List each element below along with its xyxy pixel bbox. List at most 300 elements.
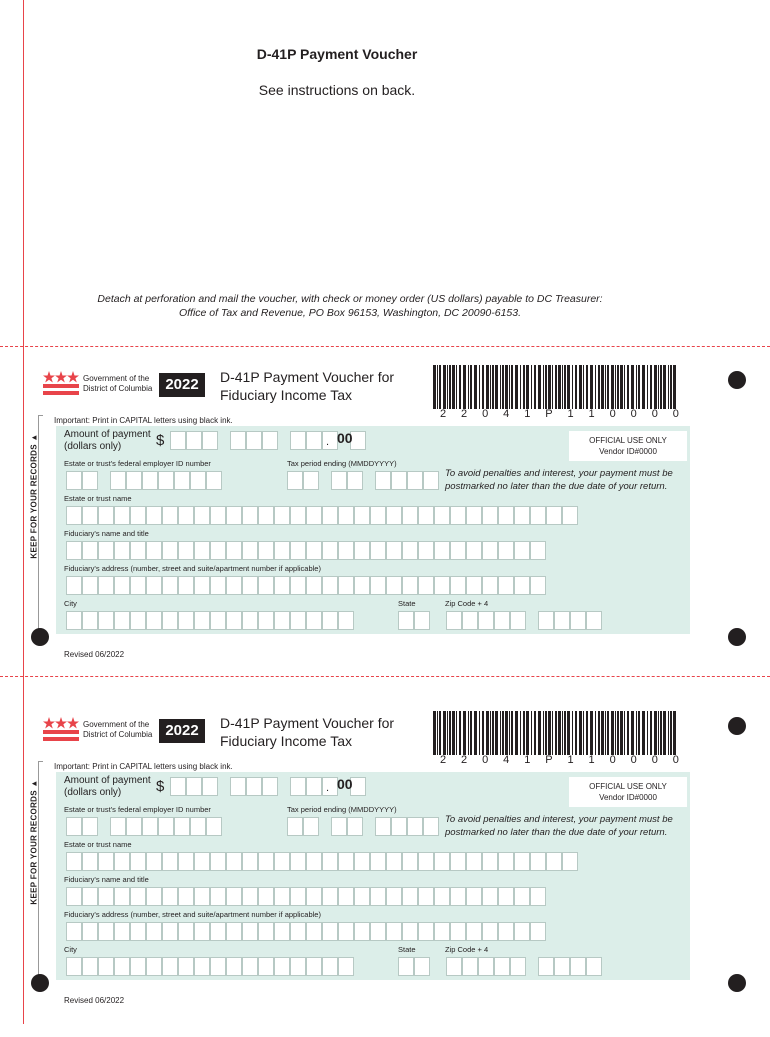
character-box[interactable] <box>162 887 178 906</box>
character-box[interactable] <box>142 471 158 490</box>
character-box[interactable] <box>146 611 162 630</box>
character-box[interactable] <box>287 471 303 490</box>
character-box[interactable] <box>162 576 178 595</box>
character-box[interactable] <box>354 922 370 941</box>
character-box[interactable] <box>194 576 210 595</box>
character-box[interactable] <box>226 611 242 630</box>
character-box[interactable] <box>290 431 306 450</box>
character-box[interactable] <box>402 506 418 525</box>
character-box[interactable] <box>146 506 162 525</box>
fein-input[interactable] <box>66 817 222 836</box>
character-box[interactable] <box>210 611 226 630</box>
character-box[interactable] <box>130 887 146 906</box>
character-box[interactable] <box>386 922 402 941</box>
character-box[interactable] <box>338 922 354 941</box>
character-box[interactable] <box>210 541 226 560</box>
character-box[interactable] <box>586 611 602 630</box>
character-box[interactable] <box>338 506 354 525</box>
character-box[interactable] <box>418 576 434 595</box>
character-box[interactable] <box>434 922 450 941</box>
character-box[interactable] <box>162 611 178 630</box>
character-box[interactable] <box>82 506 98 525</box>
character-box[interactable] <box>530 576 546 595</box>
character-box[interactable] <box>331 471 347 490</box>
character-box[interactable] <box>130 852 146 871</box>
character-box[interactable] <box>274 611 290 630</box>
character-box[interactable] <box>146 541 162 560</box>
character-box[interactable] <box>178 887 194 906</box>
character-box[interactable] <box>114 922 130 941</box>
character-box[interactable] <box>514 506 530 525</box>
character-box[interactable] <box>338 541 354 560</box>
character-box[interactable] <box>262 431 278 450</box>
character-box[interactable] <box>530 852 546 871</box>
character-box[interactable] <box>354 852 370 871</box>
character-box[interactable] <box>347 471 363 490</box>
character-box[interactable] <box>130 957 146 976</box>
character-box[interactable] <box>114 506 130 525</box>
character-box[interactable] <box>82 817 98 836</box>
character-box[interactable] <box>482 576 498 595</box>
character-box[interactable] <box>306 852 322 871</box>
character-box[interactable] <box>178 506 194 525</box>
character-box[interactable] <box>114 957 130 976</box>
character-box[interactable] <box>446 611 462 630</box>
character-box[interactable] <box>98 611 114 630</box>
character-box[interactable] <box>478 611 494 630</box>
character-box[interactable] <box>354 576 370 595</box>
character-box[interactable] <box>98 576 114 595</box>
character-box[interactable] <box>158 471 174 490</box>
character-box[interactable] <box>482 887 498 906</box>
character-box[interactable] <box>98 957 114 976</box>
character-box[interactable] <box>146 922 162 941</box>
character-box[interactable] <box>498 852 514 871</box>
character-box[interactable] <box>242 506 258 525</box>
character-box[interactable] <box>194 506 210 525</box>
character-box[interactable] <box>322 541 338 560</box>
character-box[interactable] <box>98 922 114 941</box>
character-box[interactable] <box>570 611 586 630</box>
character-box[interactable] <box>322 576 338 595</box>
character-box[interactable] <box>530 541 546 560</box>
character-box[interactable] <box>391 817 407 836</box>
character-box[interactable] <box>306 541 322 560</box>
character-box[interactable] <box>170 431 186 450</box>
character-box[interactable] <box>338 957 354 976</box>
character-box[interactable] <box>186 431 202 450</box>
character-box[interactable] <box>226 576 242 595</box>
character-box[interactable] <box>66 887 82 906</box>
character-box[interactable] <box>402 922 418 941</box>
character-box[interactable] <box>538 957 554 976</box>
character-box[interactable] <box>303 817 319 836</box>
character-box[interactable] <box>82 541 98 560</box>
character-box[interactable] <box>66 541 82 560</box>
character-box[interactable] <box>142 817 158 836</box>
character-box[interactable] <box>242 957 258 976</box>
character-box[interactable] <box>178 541 194 560</box>
character-box[interactable] <box>258 957 274 976</box>
address-input[interactable] <box>66 576 546 595</box>
character-box[interactable] <box>306 611 322 630</box>
character-box[interactable] <box>82 852 98 871</box>
character-box[interactable] <box>242 541 258 560</box>
character-box[interactable] <box>514 541 530 560</box>
character-box[interactable] <box>287 817 303 836</box>
city-input[interactable] <box>66 957 354 976</box>
character-box[interactable] <box>482 541 498 560</box>
character-box[interactable] <box>194 852 210 871</box>
character-box[interactable] <box>274 541 290 560</box>
character-box[interactable] <box>162 957 178 976</box>
character-box[interactable] <box>418 541 434 560</box>
character-box[interactable] <box>562 506 578 525</box>
character-box[interactable] <box>274 887 290 906</box>
character-box[interactable] <box>202 777 218 796</box>
character-box[interactable] <box>98 852 114 871</box>
character-box[interactable] <box>274 922 290 941</box>
character-box[interactable] <box>210 922 226 941</box>
character-box[interactable] <box>322 852 338 871</box>
character-box[interactable] <box>82 957 98 976</box>
character-box[interactable] <box>130 541 146 560</box>
character-box[interactable] <box>178 611 194 630</box>
state-input[interactable] <box>398 957 430 976</box>
character-box[interactable] <box>242 887 258 906</box>
character-box[interactable] <box>354 541 370 560</box>
character-box[interactable] <box>274 957 290 976</box>
character-box[interactable] <box>530 922 546 941</box>
character-box[interactable] <box>510 957 526 976</box>
character-box[interactable] <box>450 506 466 525</box>
character-box[interactable] <box>402 541 418 560</box>
character-box[interactable] <box>466 887 482 906</box>
character-box[interactable] <box>114 576 130 595</box>
character-box[interactable] <box>146 576 162 595</box>
character-box[interactable] <box>110 471 126 490</box>
character-box[interactable] <box>170 777 186 796</box>
character-box[interactable] <box>386 576 402 595</box>
character-box[interactable] <box>158 817 174 836</box>
character-box[interactable] <box>146 852 162 871</box>
character-box[interactable] <box>386 852 402 871</box>
character-box[interactable] <box>322 922 338 941</box>
fiduciary-name-input[interactable] <box>66 887 546 906</box>
character-box[interactable] <box>370 852 386 871</box>
character-box[interactable] <box>414 957 430 976</box>
character-box[interactable] <box>66 852 82 871</box>
character-box[interactable] <box>258 922 274 941</box>
character-box[interactable] <box>303 471 319 490</box>
character-box[interactable] <box>210 887 226 906</box>
character-box[interactable] <box>178 576 194 595</box>
fiduciary-name-input[interactable] <box>66 541 546 560</box>
character-box[interactable] <box>210 957 226 976</box>
character-box[interactable] <box>210 576 226 595</box>
character-box[interactable] <box>194 541 210 560</box>
character-box[interactable] <box>338 887 354 906</box>
character-box[interactable] <box>290 887 306 906</box>
character-box[interactable] <box>370 887 386 906</box>
character-box[interactable] <box>66 817 82 836</box>
character-box[interactable] <box>322 957 338 976</box>
character-box[interactable] <box>306 431 322 450</box>
character-box[interactable] <box>466 506 482 525</box>
character-box[interactable] <box>230 777 246 796</box>
character-box[interactable] <box>130 611 146 630</box>
character-box[interactable] <box>98 506 114 525</box>
character-box[interactable] <box>322 887 338 906</box>
character-box[interactable] <box>174 817 190 836</box>
character-box[interactable] <box>210 852 226 871</box>
character-box[interactable] <box>274 852 290 871</box>
character-box[interactable] <box>386 541 402 560</box>
character-box[interactable] <box>258 576 274 595</box>
character-box[interactable] <box>391 471 407 490</box>
character-box[interactable] <box>306 887 322 906</box>
character-box[interactable] <box>514 852 530 871</box>
character-box[interactable] <box>226 541 242 560</box>
character-box[interactable] <box>347 817 363 836</box>
character-box[interactable] <box>338 576 354 595</box>
estate-name-input[interactable] <box>66 852 578 871</box>
character-box[interactable] <box>462 957 478 976</box>
character-box[interactable] <box>494 957 510 976</box>
character-box[interactable] <box>402 887 418 906</box>
character-box[interactable] <box>434 576 450 595</box>
character-box[interactable] <box>82 576 98 595</box>
character-box[interactable] <box>498 922 514 941</box>
character-box[interactable] <box>290 922 306 941</box>
character-box[interactable] <box>226 887 242 906</box>
character-box[interactable] <box>114 887 130 906</box>
character-box[interactable] <box>226 852 242 871</box>
character-box[interactable] <box>126 817 142 836</box>
character-box[interactable] <box>354 887 370 906</box>
character-box[interactable] <box>290 576 306 595</box>
character-box[interactable] <box>274 506 290 525</box>
character-box[interactable] <box>110 817 126 836</box>
character-box[interactable] <box>66 922 82 941</box>
character-box[interactable] <box>370 506 386 525</box>
character-box[interactable] <box>414 611 430 630</box>
character-box[interactable] <box>386 887 402 906</box>
estate-name-input[interactable] <box>66 506 578 525</box>
character-box[interactable] <box>194 957 210 976</box>
character-box[interactable] <box>375 471 391 490</box>
character-box[interactable] <box>98 887 114 906</box>
character-box[interactable] <box>570 957 586 976</box>
character-box[interactable] <box>178 852 194 871</box>
character-box[interactable] <box>114 611 130 630</box>
character-box[interactable] <box>66 957 82 976</box>
character-box[interactable] <box>66 576 82 595</box>
character-box[interactable] <box>331 817 347 836</box>
character-box[interactable] <box>398 957 414 976</box>
character-box[interactable] <box>514 922 530 941</box>
character-box[interactable] <box>178 922 194 941</box>
character-box[interactable] <box>130 576 146 595</box>
character-box[interactable] <box>466 922 482 941</box>
character-box[interactable] <box>514 887 530 906</box>
character-box[interactable] <box>290 852 306 871</box>
character-box[interactable] <box>190 471 206 490</box>
character-box[interactable] <box>562 852 578 871</box>
character-box[interactable] <box>446 957 462 976</box>
character-box[interactable] <box>306 922 322 941</box>
character-box[interactable] <box>434 541 450 560</box>
character-box[interactable] <box>246 431 262 450</box>
character-box[interactable] <box>530 506 546 525</box>
character-box[interactable] <box>242 576 258 595</box>
character-box[interactable] <box>546 506 562 525</box>
character-box[interactable] <box>262 777 278 796</box>
character-box[interactable] <box>375 817 391 836</box>
character-box[interactable] <box>186 777 202 796</box>
character-box[interactable] <box>498 887 514 906</box>
character-box[interactable] <box>586 957 602 976</box>
character-box[interactable] <box>450 541 466 560</box>
character-box[interactable] <box>114 541 130 560</box>
character-box[interactable] <box>434 887 450 906</box>
character-box[interactable] <box>466 576 482 595</box>
character-box[interactable] <box>434 852 450 871</box>
character-box[interactable] <box>338 852 354 871</box>
character-box[interactable] <box>130 922 146 941</box>
character-box[interactable] <box>258 506 274 525</box>
character-box[interactable] <box>146 957 162 976</box>
character-box[interactable] <box>418 922 434 941</box>
character-box[interactable] <box>510 611 526 630</box>
character-box[interactable] <box>322 777 338 796</box>
character-box[interactable] <box>274 576 290 595</box>
character-box[interactable] <box>418 506 434 525</box>
character-box[interactable] <box>98 541 114 560</box>
character-box[interactable] <box>162 922 178 941</box>
character-box[interactable] <box>370 541 386 560</box>
character-box[interactable] <box>466 541 482 560</box>
character-box[interactable] <box>450 887 466 906</box>
zip-input[interactable] <box>446 611 602 630</box>
character-box[interactable] <box>306 957 322 976</box>
character-box[interactable] <box>423 817 439 836</box>
character-box[interactable] <box>322 506 338 525</box>
character-box[interactable] <box>434 506 450 525</box>
character-box[interactable] <box>450 922 466 941</box>
character-box[interactable] <box>66 471 82 490</box>
character-box[interactable] <box>242 922 258 941</box>
character-box[interactable] <box>370 576 386 595</box>
character-box[interactable] <box>178 957 194 976</box>
character-box[interactable] <box>290 541 306 560</box>
character-box[interactable] <box>482 922 498 941</box>
character-box[interactable] <box>482 506 498 525</box>
character-box[interactable] <box>338 611 354 630</box>
character-box[interactable] <box>66 611 82 630</box>
character-box[interactable] <box>450 576 466 595</box>
character-box[interactable] <box>478 957 494 976</box>
tax-period-input[interactable] <box>287 817 439 836</box>
character-box[interactable] <box>82 922 98 941</box>
character-box[interactable] <box>114 852 130 871</box>
address-input[interactable] <box>66 922 546 941</box>
character-box[interactable] <box>530 887 546 906</box>
character-box[interactable] <box>554 611 570 630</box>
character-box[interactable] <box>306 576 322 595</box>
character-box[interactable] <box>206 471 222 490</box>
character-box[interactable] <box>306 777 322 796</box>
character-box[interactable] <box>126 471 142 490</box>
character-box[interactable] <box>322 431 338 450</box>
character-box[interactable] <box>82 887 98 906</box>
character-box[interactable] <box>402 852 418 871</box>
character-box[interactable] <box>466 852 482 871</box>
character-box[interactable] <box>290 777 306 796</box>
character-box[interactable] <box>514 576 530 595</box>
character-box[interactable] <box>194 611 210 630</box>
character-box[interactable] <box>546 852 562 871</box>
tax-period-input[interactable] <box>287 471 439 490</box>
character-box[interactable] <box>194 887 210 906</box>
character-box[interactable] <box>498 541 514 560</box>
character-box[interactable] <box>174 471 190 490</box>
character-box[interactable] <box>290 957 306 976</box>
character-box[interactable] <box>246 777 262 796</box>
city-input[interactable] <box>66 611 354 630</box>
character-box[interactable] <box>398 611 414 630</box>
character-box[interactable] <box>407 817 423 836</box>
character-box[interactable] <box>290 611 306 630</box>
character-box[interactable] <box>82 611 98 630</box>
character-box[interactable] <box>386 506 402 525</box>
character-box[interactable] <box>554 957 570 976</box>
character-box[interactable] <box>190 817 206 836</box>
character-box[interactable] <box>258 611 274 630</box>
character-box[interactable] <box>230 431 246 450</box>
character-box[interactable] <box>162 852 178 871</box>
character-box[interactable] <box>242 852 258 871</box>
character-box[interactable] <box>498 576 514 595</box>
character-box[interactable] <box>306 506 322 525</box>
character-box[interactable] <box>258 541 274 560</box>
character-box[interactable] <box>418 852 434 871</box>
character-box[interactable] <box>194 922 210 941</box>
character-box[interactable] <box>226 506 242 525</box>
character-box[interactable] <box>226 922 242 941</box>
character-box[interactable] <box>66 506 82 525</box>
character-box[interactable] <box>450 852 466 871</box>
character-box[interactable] <box>210 506 226 525</box>
character-box[interactable] <box>402 576 418 595</box>
character-box[interactable] <box>290 506 306 525</box>
character-box[interactable] <box>322 611 338 630</box>
character-box[interactable] <box>202 431 218 450</box>
character-box[interactable] <box>423 471 439 490</box>
character-box[interactable] <box>258 852 274 871</box>
character-box[interactable] <box>258 887 274 906</box>
character-box[interactable] <box>354 506 370 525</box>
character-box[interactable] <box>162 541 178 560</box>
character-box[interactable] <box>407 471 423 490</box>
character-box[interactable] <box>146 887 162 906</box>
character-box[interactable] <box>226 957 242 976</box>
character-box[interactable] <box>462 611 478 630</box>
character-box[interactable] <box>130 506 146 525</box>
character-box[interactable] <box>538 611 554 630</box>
fein-input[interactable] <box>66 471 222 490</box>
character-box[interactable] <box>206 817 222 836</box>
